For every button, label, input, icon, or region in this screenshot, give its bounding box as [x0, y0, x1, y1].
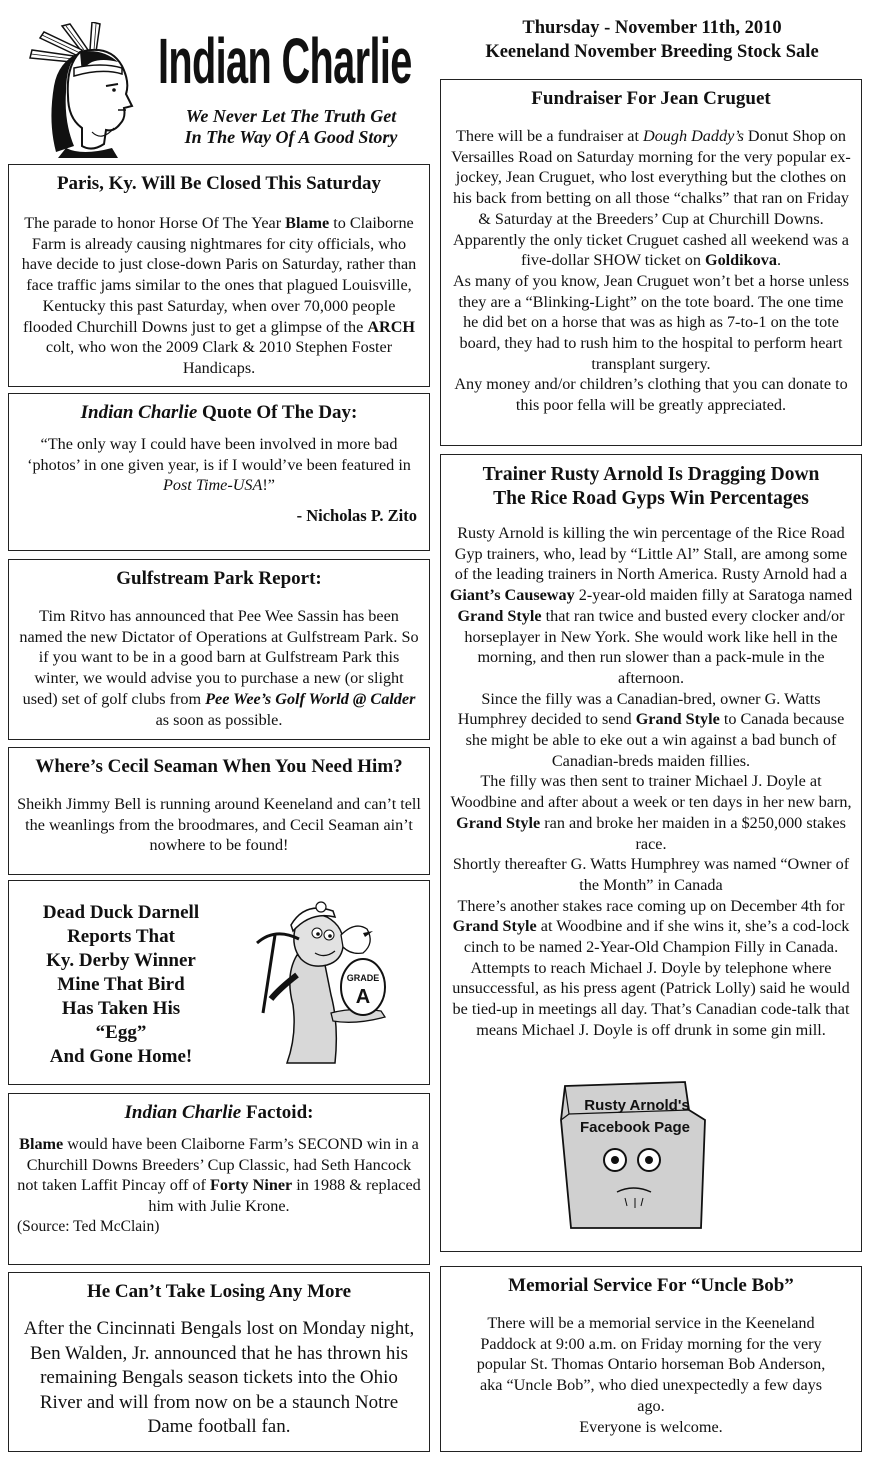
tagline-line: We Never Let The Truth Get — [185, 106, 397, 126]
text-line: Dead Duck Darnell — [42, 902, 200, 923]
text-line: Ky. Derby Winner — [46, 950, 196, 971]
article-rusty-arnold — [440, 454, 862, 1252]
text-line: Has Taken His — [61, 998, 181, 1019]
bag-label: Rusty Arnold's — [584, 1097, 690, 1114]
article-body: There will be a memorial service in the Keeneland Paddock at 9:00 a.m. on Friday morning for the very popular St. Thomas Ontario horseman Bob Anderson, aka “Uncle Bob”, who died unexpectedly a few days ago. — [476, 1314, 826, 1415]
article-body: Rusty Arnold is killing the win percentage of the Rice Road Gyp trainers, who, lead by “Little Al” Stall, are among some of the leading trainers in North America. Rusty Arnold had a Giant’s Causeway 2-year-old maiden filly at Saratoga named Grand Style that ran twice and busted every clocker and/or horseplayer in New York. She would work like hell in the morning, and then run slower than a pack-mule in the afternoon. — [449, 524, 853, 687]
article-headline: Fundraiser For Jean Cruguet — [531, 88, 771, 109]
article-gulfstream — [8, 559, 430, 740]
factoid-source: (Source: Ted McClain) — [17, 1217, 160, 1235]
article-headline: Indian Charlie Quote Of The Day: — [80, 402, 358, 423]
article-paris — [8, 164, 430, 387]
newsletter-tagline — [156, 106, 426, 148]
bag-label: Facebook Page — [579, 1119, 691, 1136]
article-cruguet — [440, 79, 862, 446]
article-body: Since the filly was a Canadian-bred, owner G. Watts Humphrey decided to send Grand Style to Canada because she might be able to eke out a win against a bad bunch of Canadian-breds maiden fillies. — [457, 689, 845, 770]
quote-of-the-day — [8, 393, 430, 551]
egg-grade-label: GRADE — [346, 973, 380, 983]
paper-bag-cartoon — [555, 1080, 715, 1230]
dateline — [444, 16, 860, 64]
article-body: Tim Ritvo has announced that Pee Wee Sassin has been named the new Dictator of Operations at Gulfstream Park. So if you want to be in a good barn at Gulfstream Park this winter, we would advise you to purchase a new (or slight used) set of golf clubs from Pee Wee’s Golf World @ Calder as soon as possible. — [19, 607, 419, 729]
article-dead-duck — [8, 880, 430, 1085]
article-body: Any money and/or children’s clothing that you can donate to this poor fella will be greatly appreciated. — [454, 375, 848, 415]
article-headline: Paris, Ky. Will Be Closed This Saturday — [56, 173, 382, 194]
issue-date: Thursday - November 11th, 2010 — [522, 18, 782, 38]
masthead — [22, 14, 432, 158]
article-body: Shortly thereafter G. Watts Humphrey was named “Owner of the Month” in Canada — [452, 855, 850, 894]
article-cecil — [8, 747, 430, 875]
quote-text: “The only way I could have been involved in more bad ‘photos’ in one given year, is if I would’ve been featured in Post Time-USA!” — [27, 435, 411, 495]
article-body: Apparently the only ticket Cruguet cashed all weekend was a five-dollar SHOW ticket on Goldikova. — [452, 230, 849, 270]
article-body: Blame would have been Claiborne Farm’s SECOND win in a Churchill Downs Breeders’ Cup Classic, had Seth Hancock not taken Laffit Pincay off of Forty Niner in 1988 & replaced him with Julie Krone. — [17, 1135, 421, 1216]
article-headline: Indian Charlie Factoid: — [124, 1102, 314, 1123]
article-body: Everyone is welcome. — [579, 1417, 723, 1436]
article-body: Sheikh Jimmy Bell is running around Keeneland and can’t tell the weanlings from the broodmares, and Cecil Seaman ain’t nowhere to be found! — [17, 795, 421, 855]
text-line: And Gone Home! — [49, 1046, 193, 1067]
article-headline: Memorial Service For “Uncle Bob” — [508, 1275, 794, 1296]
article-body: There will be a fundraiser at Dough Daddy’s Donut Shop on Versailles Road on Saturday morning for the very popular ex-jockey, Jean Cruguet, who lost everything but the clothes on his back from betting on all those “chalks” that ran on Friday & Saturday at the Breeders’ Cup at Churchill Downs. — [451, 127, 851, 228]
quote-author: - Nicholas P. Zito — [296, 506, 417, 526]
text-line: Mine That Bird — [57, 974, 185, 995]
factoid — [8, 1093, 430, 1265]
article-body: As many of you know, Jean Cruguet won’t bet a horse unless they are a “Blinking-Light” on the tote board. The one time he did bet on a horse that was as high as 7-to-1 on the tote board, they had to rush him to the hospital to perform heart transplant surgery. — [452, 271, 850, 373]
article-headline: Gulfstream Park Report: — [116, 568, 322, 589]
article-memorial — [440, 1266, 862, 1452]
article-headline: Where’s Cecil Seaman When You Need Him? — [35, 756, 403, 777]
miner-horse-cartoon — [235, 895, 415, 1065]
article-body: The filly was then sent to trainer Michael J. Doyle at Woodbine and after about a week or ten days in her new barn, Grand Style ran and broke her maiden in a $250,000 stakes race. — [450, 772, 852, 853]
article-headline: Trainer Rusty Arnold Is Dragging Down The Rice Road Gyps Win Percentages — [482, 464, 820, 509]
article-body: After the Cincinnati Bengals lost on Monday night, Ben Walden, Jr. announced that he has thrown his remaining Bengals season tickets into the Ohio River and will from now on be a staunch Notre Dame football fan. — [23, 1318, 415, 1437]
article-body: There’s another stakes race coming up on December 4th for Grand Style at Woodbine and if she wins it, she’s a cod-lock cinch to be named 2-Year-Old Champion Filly in Canada. Attempts to reach Michael J. Doyle by telephone where unsuccessful, as his press agent (Patrick Lolly) said he would be tied-up in meetings all day. That’s Canadian code-talk that means Michael J. Doyle is off drunk in some gin mill. — [452, 896, 850, 1039]
text-line: Reports That — [67, 926, 175, 947]
dead-duck-text — [21, 901, 221, 1069]
article-losing — [8, 1272, 430, 1452]
egg-grade-letter: A — [355, 986, 371, 1008]
article-headline: He Can’t Take Losing Any More — [86, 1281, 352, 1302]
indian-chief-logo — [22, 22, 150, 158]
tagline-line: In The Way Of A Good Story — [184, 127, 398, 147]
event-name: Keeneland November Breeding Stock Sale — [485, 42, 819, 62]
newsletter-title: Indian Charlie — [158, 25, 412, 97]
article-body: The parade to honor Horse Of The Year Blame to Claiborne Farm is already causing nightmares for city officials, who have decide to just close-down Paris on Saturday, rather than face traffic jams similar to the ones that plagued Louisville, Kentucky this past Saturday, when over 70,000 people flooded Churchill Downs just to get a glimpse of the ARCH colt, who won the 2009 Clark & 2010 Stephen Foster Handicaps. — [21, 214, 417, 377]
text-line: “Egg” — [95, 1022, 147, 1043]
